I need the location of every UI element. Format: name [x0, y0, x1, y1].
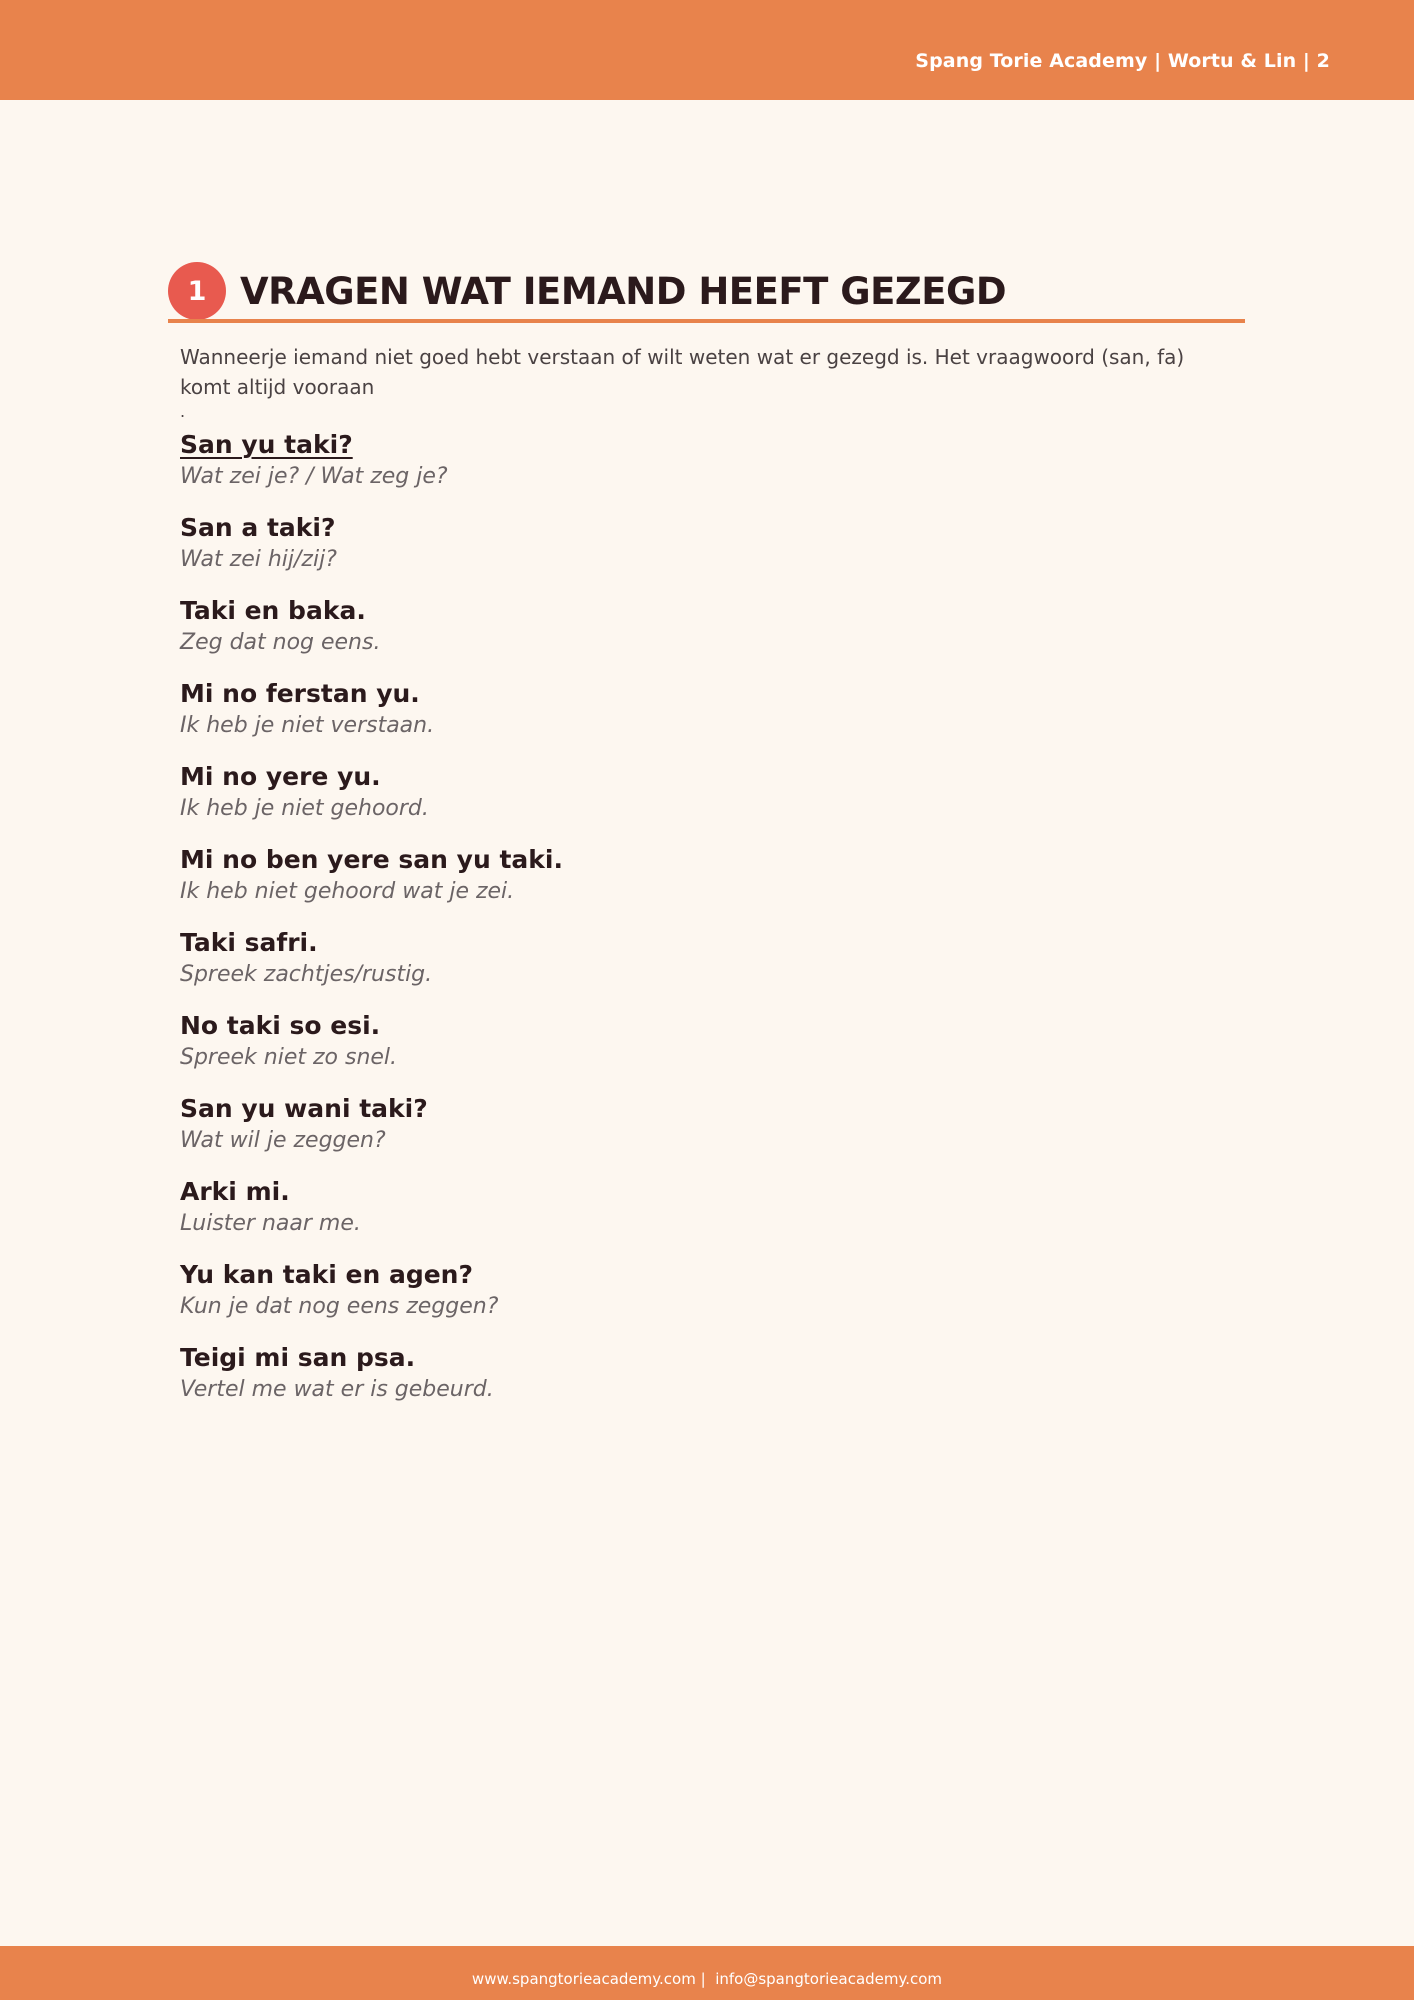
phrase-item	[180, 1092, 1180, 1175]
section-divider	[168, 319, 1245, 323]
phrase-translation: Vertel me wat er is gebeurd.	[180, 1377, 494, 1402]
phrase-sranan: San yu taki?	[180, 430, 353, 459]
phrase-sranan: No taki so esi.	[180, 1011, 381, 1040]
section-intro-tail: .	[180, 402, 186, 421]
footer-email-link[interactable]: info@spangtorieacademy.com	[715, 1970, 943, 1988]
phrase-item	[180, 428, 1180, 511]
phrase-translation: Spreek zachtjes/rustig.	[180, 962, 433, 987]
phrase-item	[180, 760, 1180, 843]
phrase-translation: Spreek niet zo snel.	[180, 1045, 398, 1070]
header-title: Spang Torie Academy | Wortu & Lin | 2	[915, 50, 1330, 72]
phrase-sranan: Taki safri.	[180, 928, 318, 957]
phrase-sranan: Teigi mi san psa.	[180, 1343, 416, 1372]
phrase-translation: Ik heb je niet gehoord.	[180, 796, 429, 821]
section-title: VRAGEN WAT IEMAND HEEFT GEZEGD	[240, 270, 1007, 313]
phrase-sranan: Mi no ben yere san yu taki.	[180, 845, 563, 874]
phrase-translation: Wat zei hij/zij?	[180, 547, 337, 572]
phrase-item	[180, 1009, 1180, 1092]
phrase-translation: Luister naar me.	[180, 1211, 361, 1236]
phrase-item	[180, 1175, 1180, 1258]
section-heading	[168, 262, 1245, 324]
phrase-translation: Kun je dat nog eens zeggen?	[180, 1294, 499, 1319]
footer-website-link[interactable]: www.spangtorieacademy.com	[471, 1970, 696, 1988]
phrase-translation: Wat wil je zeggen?	[180, 1128, 386, 1153]
footer-contact	[0, 1970, 1414, 1988]
phrase-translation: Ik heb niet gehoord wat je zei.	[180, 879, 515, 904]
phrase-sranan: Arki mi.	[180, 1177, 290, 1206]
section-intro: Wanneerje iemand niet goed hebt verstaan of wilt weten wat er gezegd is. Het vraagwoord (san, fa) komt altijd vooraan	[180, 345, 1185, 399]
section-number-badge: 1	[168, 262, 226, 320]
phrase-sranan: San a taki?	[180, 513, 336, 542]
phrase-translation: Ik heb je niet verstaan.	[180, 713, 435, 738]
phrase-sranan: Yu kan taki en agen?	[180, 1260, 473, 1289]
phrase-translation: Zeg dat nog eens.	[180, 630, 381, 655]
phrase-sranan: San yu wani taki?	[180, 1094, 428, 1123]
phrase-item	[180, 677, 1180, 760]
phrase-item	[180, 926, 1180, 1009]
phrase-sranan: Taki en baka.	[180, 596, 366, 625]
phrase-item	[180, 1258, 1180, 1341]
phrase-list	[180, 428, 1180, 1424]
phrase-item	[180, 1341, 1180, 1424]
phrase-item	[180, 594, 1180, 677]
phrase-sranan: Mi no ferstan yu.	[180, 679, 420, 708]
footer-separator: |	[695, 1970, 716, 1988]
phrase-item	[180, 843, 1180, 926]
phrase-sranan: Mi no yere yu.	[180, 762, 381, 791]
phrase-translation: Wat zei je? / Wat zeg je?	[180, 464, 448, 489]
phrase-item	[180, 511, 1180, 594]
